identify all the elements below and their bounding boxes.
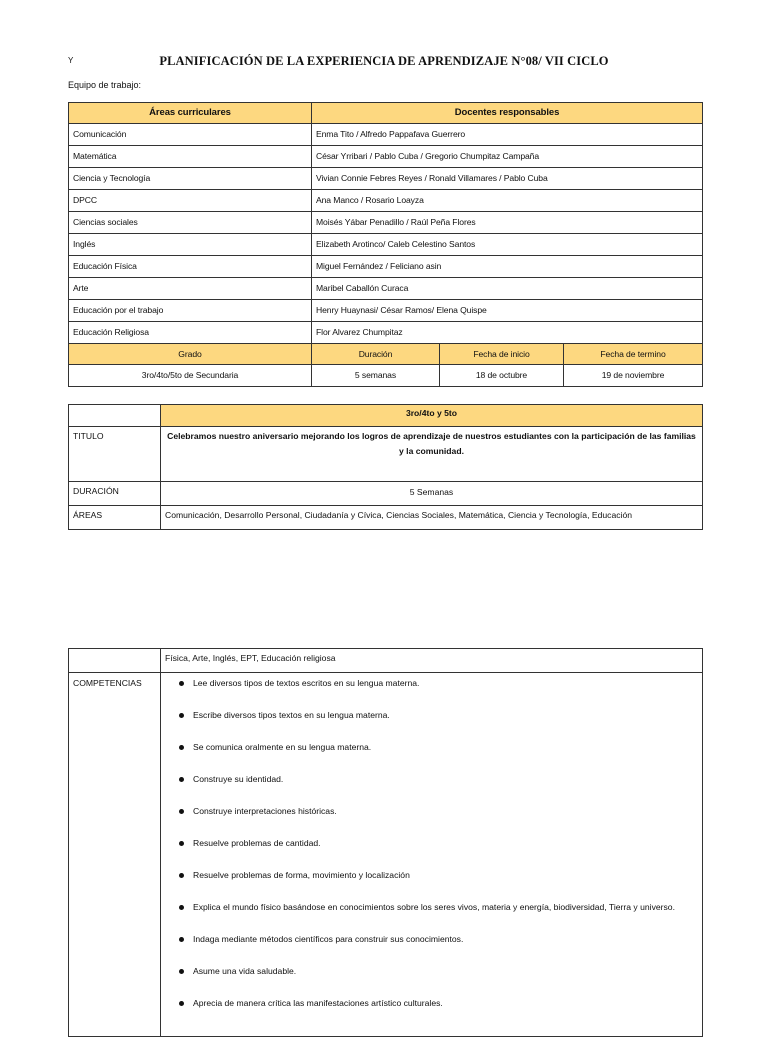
area-cell: Matemática [69, 146, 312, 168]
list-item: Lee diversos tipos de textos escritos en su lengua materna. [179, 676, 698, 691]
teachers-cell: Moisés Yábar Penadillo / Raúl Peña Flores [312, 212, 703, 234]
table-row [69, 190, 703, 212]
list-item: Asume una vida saludable. [179, 964, 698, 979]
area-cell: Ciencia y Tecnología [69, 168, 312, 190]
competencies-list [165, 676, 698, 1011]
start-date-value: 18 de octubre [440, 365, 564, 387]
list-item: Explica el mundo físico basándose en conocimientos sobre los seres vivos, materia y energía, biodiversidad, Tierra y universo. [179, 900, 698, 915]
competencies-label: COMPETENCIAS [69, 673, 161, 1037]
teachers-cell: Enma Tito / Alfredo Pappafava Guerrero [312, 124, 703, 146]
list-item: Construye su identidad. [179, 772, 698, 787]
col-header-teachers: Docentes responsables [312, 103, 703, 124]
area-cell: Ciencias sociales [69, 212, 312, 234]
title-value: Celebramos nuestro aniversario mejorando los logros de aprendizaje de nuestros estudiantes con la participación de las familias y la comunidad. [161, 427, 703, 482]
teachers-cell: Henry Huaynasi/ César Ramos/ Elena Quispe [312, 300, 703, 322]
experience-table [68, 404, 703, 530]
teachers-cell: Ana Manco / Rosario Loayza [312, 190, 703, 212]
list-item: Indaga mediante métodos científicos para construir sus conocimientos. [179, 932, 698, 947]
teachers-cell: Miguel Fernández / Feliciano asin [312, 256, 703, 278]
area-cell: Inglés [69, 234, 312, 256]
teachers-cell: Vivian Connie Febres Reyes / Ronald Villamares / Pablo Cuba [312, 168, 703, 190]
grade-header: Grado [69, 344, 312, 365]
teachers-cell: Flor Alvarez Chumpitaz [312, 322, 703, 344]
end-date-value: 19 de noviembre [564, 365, 703, 387]
area-cell: Educación Religiosa [69, 322, 312, 344]
areas-value: Comunicación, Desarrollo Personal, Ciudadanía y Cívica, Ciencias Sociales, Matemática, Ciencia y Tecnología, Educación [161, 506, 703, 530]
experience-header-row [69, 405, 703, 427]
table-row [69, 278, 703, 300]
title-row [69, 427, 703, 482]
table-row [69, 234, 703, 256]
area-cell: Educación Física [69, 256, 312, 278]
competencies-row [69, 673, 703, 1037]
table-row [69, 256, 703, 278]
title-label: TITULO [69, 427, 161, 482]
table-row [69, 322, 703, 344]
areas-continuation-row [69, 649, 703, 673]
duration-row [69, 482, 703, 506]
areas-continuation: Física, Arte, Inglés, EPT, Educación religiosa [161, 649, 703, 673]
team-table [68, 102, 703, 387]
area-cell: Comunicación [69, 124, 312, 146]
areas-label: ÁREAS [69, 506, 161, 530]
table-row [69, 124, 703, 146]
grade-header-row [69, 344, 703, 365]
duration-label: DURACIÓN [69, 482, 161, 506]
blank-cell [69, 649, 161, 673]
area-cell: Arte [69, 278, 312, 300]
team-table-header [69, 103, 703, 124]
grade-group-header: 3ro/4to y 5to [161, 405, 703, 427]
grade-value: 3ro/4to/5to de Secundaria [69, 365, 312, 387]
list-item: Escribe diversos tipos textos en su lengua materna. [179, 708, 698, 723]
list-item: Construye interpretaciones históricas. [179, 804, 698, 819]
document-title: PLANIFICACIÓN DE LA EXPERIENCIA DE APRENDIZAJE N°08/ VII CICLO [159, 54, 609, 68]
list-item: Se comunica oralmente en su lengua materna. [179, 740, 698, 755]
teachers-cell: Maribel Caballón Curaca [312, 278, 703, 300]
areas-row [69, 506, 703, 530]
list-item: Resuelve problemas de cantidad. [179, 836, 698, 851]
teachers-cell: César Yrribari / Pablo Cuba / Gregorio Chumpitaz Campaña [312, 146, 703, 168]
list-item: Aprecia de manera crítica las manifestaciones artístico culturales. [179, 996, 698, 1011]
duration-header: Duración [312, 344, 440, 365]
competencies-table [68, 648, 703, 1037]
col-header-areas: Áreas curriculares [69, 103, 312, 124]
duration-value: 5 Semanas [161, 482, 703, 506]
area-cell: Educación por el trabajo [69, 300, 312, 322]
margin-mark: Y [68, 56, 74, 65]
end-date-header: Fecha de termino [564, 344, 703, 365]
table-row [69, 168, 703, 190]
teachers-cell: Elizabeth Arotinco/ Caleb Celestino Santos [312, 234, 703, 256]
team-label: Equipo de trabajo: [68, 80, 142, 90]
table-row [69, 300, 703, 322]
table-row [69, 212, 703, 234]
start-date-header: Fecha de inicio [440, 344, 564, 365]
table-row [69, 146, 703, 168]
competencies-cell [161, 673, 703, 1037]
list-item: Resuelve problemas de forma, movimiento y localización [179, 868, 698, 883]
blank-cell [69, 405, 161, 427]
duration-value: 5 semanas [312, 365, 440, 387]
grade-value-row [69, 365, 703, 387]
area-cell: DPCC [69, 190, 312, 212]
